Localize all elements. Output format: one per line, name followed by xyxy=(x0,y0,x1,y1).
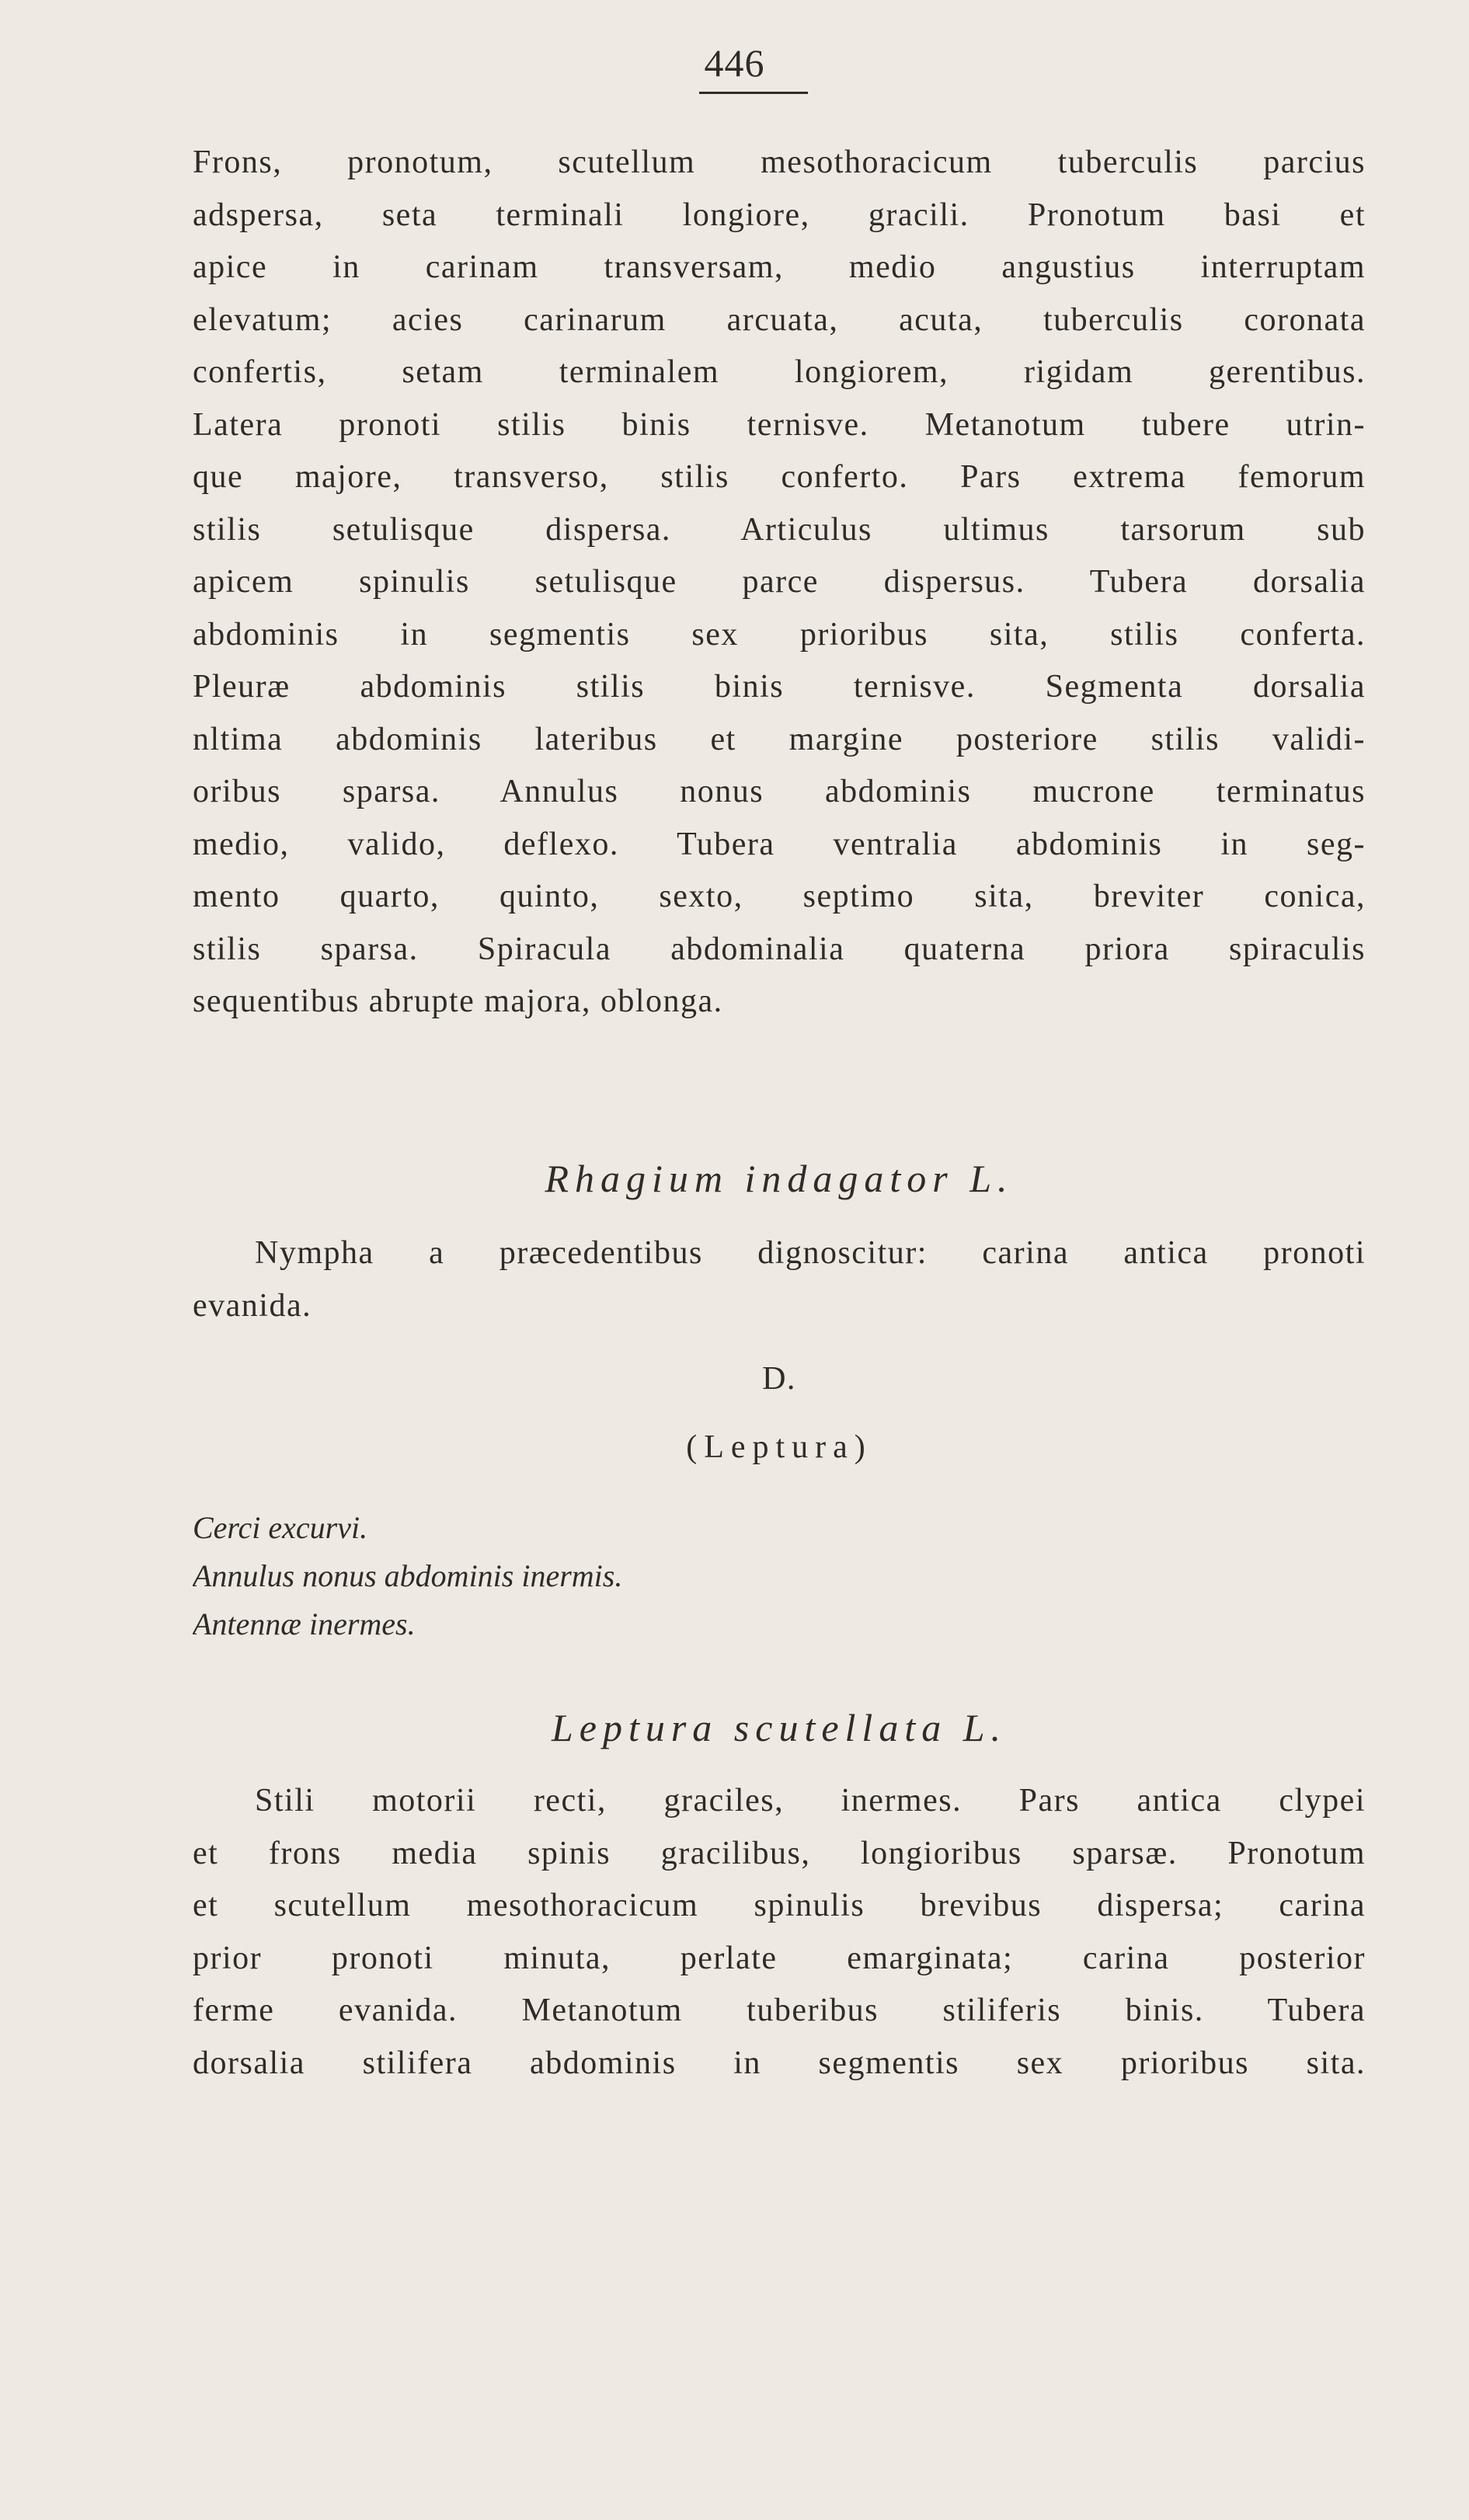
text-line: evanida. xyxy=(193,1287,312,1324)
text-line: prior pronoti minuta, perlate emarginata; carina posterior xyxy=(193,1940,1366,1976)
section-letter: D. xyxy=(762,1361,796,1397)
text-line: et scutellum mesothoracicum spinulis brevibus dispersa; carina xyxy=(193,1888,1366,1923)
text-line: elevatum; acies carinarum arcuata, acuta, tuberculis coronata xyxy=(193,301,1366,338)
species-heading-leptura: Leptura scutellata L. xyxy=(551,1706,1008,1749)
diagnosis-line: Annulus nonus abdominis inermis. xyxy=(193,1558,623,1593)
nympha-paragraph xyxy=(193,1227,1366,1332)
text-line: abdominis in segmentis sex prioribus sita, stilis conferta. xyxy=(193,616,1366,653)
page-number: 446 xyxy=(704,41,765,85)
text-line: stilis setulisque dispersa. Articulus ultimus tarsorum sub xyxy=(193,511,1366,548)
text-line: que majore, transverso, stilis conferto. Pars extrema femorum xyxy=(193,459,1366,495)
text-line: Stili motorii recti, graciles, inermes. Pars antica clypei xyxy=(255,1783,1366,1819)
genus-label: (Leptura) xyxy=(686,1429,872,1465)
text-line: Nympha a præcedentibus dignoscitur: carina antica pronoti xyxy=(255,1235,1366,1271)
text-line: Pleuræ abdominis stilis binis ternisve. Segmenta dorsalia xyxy=(193,669,1366,705)
text-line: Frons, pronotum, scutellum mesothoracicum tuberculis parcius xyxy=(193,144,1366,180)
text-line: apice in carinam transversam, medio angustius interruptam xyxy=(193,249,1366,285)
text-line: Latera pronoti stilis binis ternisve. Metanotum tubere utrin- xyxy=(193,406,1366,443)
text-line: nltima abdominis lateribus et margine posteriore stilis validi- xyxy=(193,721,1366,757)
text-line: stilis sparsa. Spiracula abdominalia quaterna priora spiraculis xyxy=(193,931,1366,967)
text-line: confertis, setam terminalem longiorem, rigidam gerentibus. xyxy=(193,354,1366,390)
text-line: ferme evanida. Metanotum tuberibus stiliferis binis. Tubera xyxy=(193,1993,1366,2028)
diagnosis-line: Antennæ inermes. xyxy=(193,1606,416,1641)
text-line: sequentibus abrupte majora, oblonga. xyxy=(193,983,723,1019)
text-line: oribus sparsa. Annulus nonus abdominis mucrone terminatus xyxy=(193,774,1366,809)
text-line: apicem spinulis setulisque parce dispersus. Tubera dorsalia xyxy=(193,564,1366,600)
page-number-rule xyxy=(699,92,808,94)
diagnosis-line: Cerci excurvi. xyxy=(193,1510,368,1545)
text-line: medio, valido, deflexo. Tubera ventralia abdominis in seg- xyxy=(193,826,1366,862)
text-line: mento quarto, quinto, sexto, septimo sita, breviter conica, xyxy=(193,879,1366,914)
genus-diagnosis xyxy=(193,1504,1366,1648)
text-line: adspersa, seta terminali longiore, gracili. Pronotum basi et xyxy=(193,197,1366,233)
text-line: dorsalia stilifera abdominis in segmentis sex prioribus sita. xyxy=(193,2045,1366,2081)
text-line: et frons media spinis gracilibus, longioribus sparsæ. Pronotum xyxy=(193,1835,1366,1871)
leptura-paragraph xyxy=(193,1775,1366,2090)
description-paragraph xyxy=(193,137,1366,1029)
species-heading-rhagium: Rhagium indagator L. xyxy=(545,1157,1014,1200)
